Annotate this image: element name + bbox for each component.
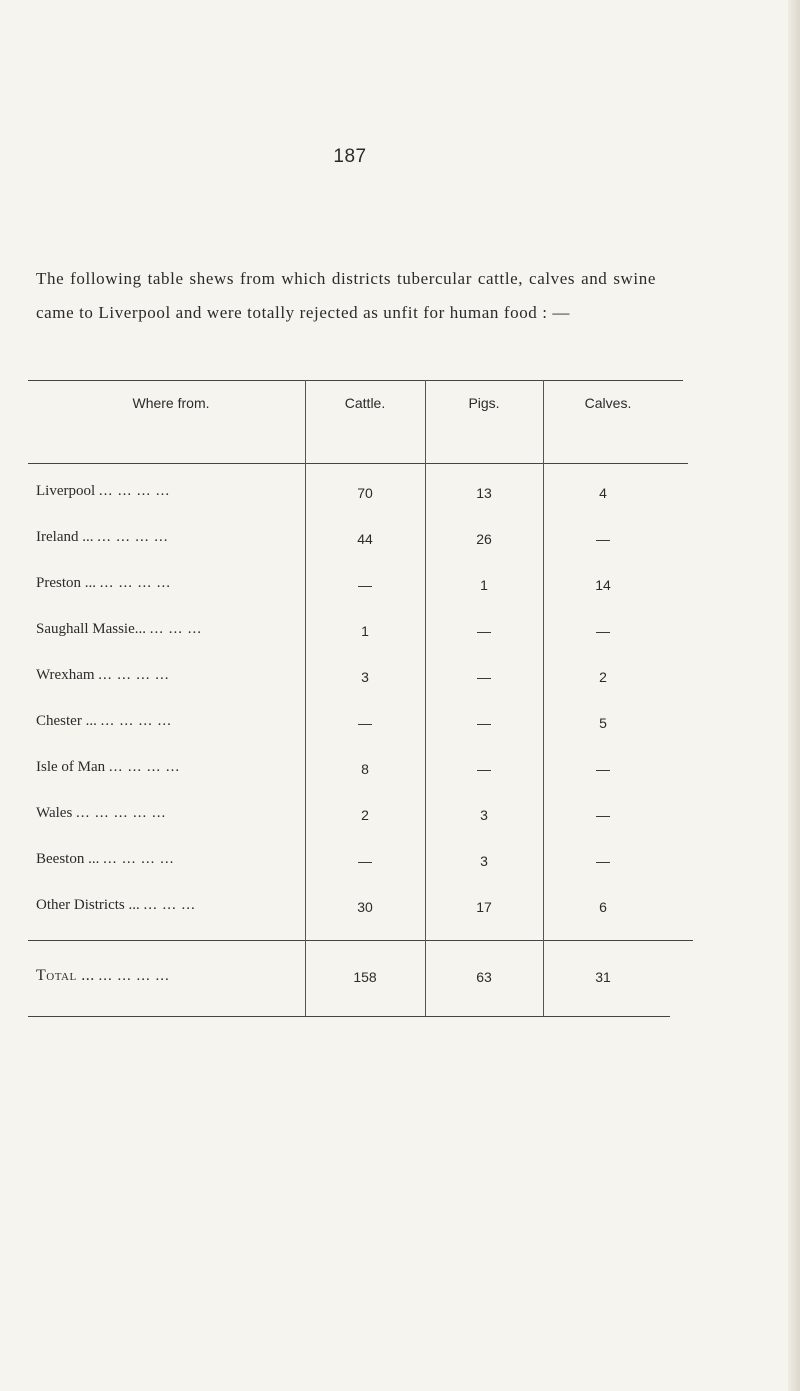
total-pigs: 63 bbox=[476, 969, 492, 985]
table-top-rule bbox=[28, 380, 683, 381]
row-cattle: 1 bbox=[361, 623, 369, 639]
row-leader: ... ... ... ... bbox=[99, 575, 171, 591]
header-calves: Calves. bbox=[584, 395, 632, 411]
row-pigs: 1 bbox=[480, 577, 488, 593]
row-calves: 4 bbox=[599, 485, 607, 501]
row-pigs: — bbox=[477, 761, 491, 777]
row-name-cell bbox=[36, 483, 294, 500]
column-rule-pigs bbox=[425, 380, 426, 1016]
row-cattle: 30 bbox=[357, 899, 373, 915]
row-leader: ... ... ... ... bbox=[98, 667, 170, 683]
total-label: Total ... bbox=[36, 967, 95, 984]
row-name: Saughall Massie... bbox=[36, 621, 146, 637]
row-leader: ... ... ... ... bbox=[108, 759, 181, 775]
row-name: Ireland ... bbox=[36, 529, 94, 545]
row-leader: ... ... ... bbox=[149, 621, 202, 637]
page-edge-shadow bbox=[788, 0, 800, 1391]
row-pigs: 3 bbox=[480, 807, 488, 823]
row-cattle: — bbox=[358, 853, 372, 869]
row-name: Other Districts ... bbox=[36, 897, 140, 913]
row-name-cell bbox=[36, 805, 294, 822]
row-cattle: 3 bbox=[361, 669, 369, 685]
row-cattle: 2 bbox=[361, 807, 369, 823]
row-calves: — bbox=[596, 853, 610, 869]
total-calves: 31 bbox=[595, 969, 611, 985]
row-name-cell bbox=[36, 621, 294, 638]
row-name: Wrexham bbox=[36, 667, 95, 683]
row-name-cell bbox=[36, 897, 294, 914]
row-cattle: 8 bbox=[361, 761, 369, 777]
row-pigs: 13 bbox=[476, 485, 492, 501]
row-cattle: — bbox=[358, 715, 372, 731]
column-rule-cattle bbox=[305, 380, 306, 1016]
row-name: Beeston ... bbox=[36, 851, 100, 867]
page-number: 187 bbox=[333, 146, 367, 167]
row-calves: — bbox=[596, 531, 610, 547]
row-pigs: 3 bbox=[480, 853, 488, 869]
row-name: Isle of Man bbox=[36, 759, 106, 775]
row-name-cell bbox=[36, 713, 294, 730]
row-name: Preston ... bbox=[36, 575, 96, 591]
row-pigs: 26 bbox=[476, 531, 492, 547]
row-leader: ... ... ... bbox=[143, 897, 196, 913]
row-leader: ... ... ... ... bbox=[98, 483, 171, 499]
row-name-cell bbox=[36, 759, 294, 776]
row-name-cell bbox=[36, 667, 294, 684]
row-name-cell bbox=[36, 529, 294, 546]
row-pigs: — bbox=[477, 669, 491, 685]
header-pigs: Pigs. bbox=[468, 395, 500, 411]
row-leader: ... ... ... ... ... bbox=[76, 805, 167, 821]
row-calves: 14 bbox=[595, 577, 611, 593]
row-calves: — bbox=[596, 761, 610, 777]
header-bottom-rule bbox=[28, 463, 688, 464]
row-calves: 2 bbox=[599, 669, 607, 685]
row-pigs: — bbox=[477, 715, 491, 731]
row-name-cell bbox=[36, 851, 294, 868]
row-pigs: 17 bbox=[476, 899, 492, 915]
row-cattle: 70 bbox=[357, 485, 373, 501]
body-bottom-rule bbox=[28, 940, 693, 941]
row-calves: — bbox=[596, 807, 610, 823]
table-bottom-rule bbox=[28, 1016, 670, 1017]
row-calves: 5 bbox=[599, 715, 607, 731]
row-cattle: — bbox=[358, 577, 372, 593]
total-leader: ... ... ... ... bbox=[98, 968, 170, 984]
row-name: Liverpool bbox=[36, 483, 96, 499]
column-rule-calves bbox=[543, 380, 544, 1016]
row-leader: ... ... ... ... bbox=[103, 851, 175, 867]
row-pigs: — bbox=[477, 623, 491, 639]
header-where-from: Where from. bbox=[132, 395, 210, 411]
row-name: Wales bbox=[36, 805, 73, 821]
header-cattle: Cattle. bbox=[344, 395, 386, 411]
total-name-cell bbox=[36, 967, 294, 985]
row-calves: — bbox=[596, 623, 610, 639]
total-cattle: 158 bbox=[353, 969, 377, 985]
row-leader: ... ... ... ... bbox=[100, 713, 172, 729]
intro-paragraph: The following table shews from which districts tubercular cattle, calves and swine came to Liverpool and were totally rejected as unfit for human food : — bbox=[36, 269, 656, 322]
row-name-cell bbox=[36, 575, 294, 592]
row-calves: 6 bbox=[599, 899, 607, 915]
row-cattle: 44 bbox=[357, 531, 373, 547]
row-leader: ... ... ... ... bbox=[97, 529, 169, 545]
row-name: Chester ... bbox=[36, 713, 97, 729]
